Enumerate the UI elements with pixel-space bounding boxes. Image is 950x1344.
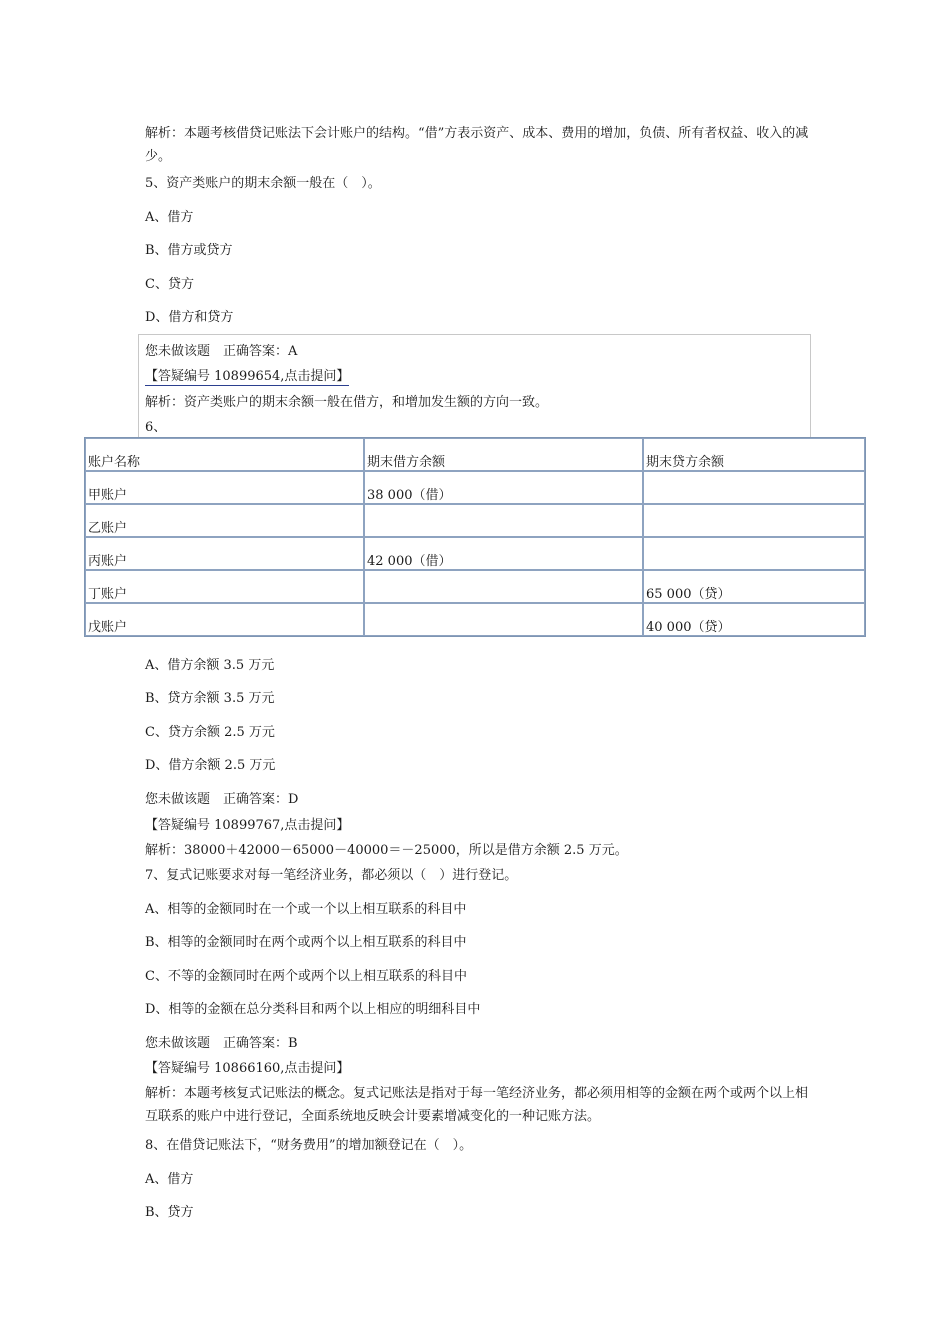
- table-cell: 乙账户: [85, 504, 364, 537]
- table-cell: 42 000（借）: [364, 537, 643, 570]
- q5-ask-link-text[interactable]: 【答疑编号 10899654,点击提问】: [145, 369, 350, 384]
- table-row: [85, 603, 865, 636]
- q5-status: 您未做该题 正确答案：A: [145, 344, 298, 359]
- q7-option-b[interactable]: B、相等的金额同时在两个或两个以上相互联系的科目中: [145, 935, 467, 950]
- q5-option-a[interactable]: A、借方: [145, 210, 194, 225]
- q6-status: 您未做该题 正确答案：D: [145, 792, 299, 807]
- table-cell: 65 000（贷）: [643, 570, 865, 603]
- table-cell: [643, 504, 865, 537]
- q7-analysis: 解析：本题考核复式记账法的概念。复式记账法是指对于每一笔经济业务，都必须用相等的金额在两个或两个以上相互联系的账户中进行登记，全面系统地反映会计要素增减变化的一种记账方法。: [145, 1086, 809, 1124]
- q7-ask-link[interactable]: 【答疑编号 10866160,点击提问】: [145, 1061, 350, 1076]
- q7-question: 7、复式记账要求对每一笔经济业务，都必须以（ ）进行登记。: [145, 868, 518, 883]
- table-cell: 甲账户: [85, 471, 364, 504]
- q7-option-a[interactable]: A、相等的金额同时在一个或一个以上相互联系的科目中: [145, 902, 467, 917]
- q7-option-d[interactable]: D、相等的金额在总分类科目和两个以上相应的明细科目中: [145, 1002, 481, 1017]
- q8-option-b[interactable]: B、贷方: [145, 1205, 194, 1220]
- q5-option-b[interactable]: B、借方或贷方: [145, 243, 233, 258]
- q6-number: 6、: [145, 420, 167, 435]
- table-cell: [364, 570, 643, 603]
- q6-option-c[interactable]: C、贷方余额 2.5 万元: [145, 725, 275, 740]
- q8-option-a[interactable]: A、借方: [145, 1172, 194, 1187]
- table-cell: [364, 504, 643, 537]
- table-row: [85, 471, 865, 504]
- q6-ask-link[interactable]: 【答疑编号 10899767,点击提问】: [145, 818, 350, 833]
- q5-question: 5、资产类账户的期末余额一般在（ ）。: [145, 176, 381, 191]
- table-row: [85, 537, 865, 570]
- table-row: [85, 504, 865, 537]
- table-cell: [643, 537, 865, 570]
- table-cell: 丙账户: [85, 537, 364, 570]
- q6-balance-table: [84, 437, 866, 637]
- q8-question: 8、在借贷记账法下，“财务费用”的增加额登记在（ ）。: [145, 1138, 473, 1153]
- table-cell: 38 000（借）: [364, 471, 643, 504]
- table-cell: 戊账户: [85, 603, 364, 636]
- table-cell: [364, 603, 643, 636]
- table-header-row: [85, 438, 865, 471]
- q5-analysis: 解析：资产类账户的期末余额一般在借方，和增加发生额的方向一致。: [145, 395, 549, 410]
- table-cell: [643, 471, 865, 504]
- q6-option-d[interactable]: D、借方余额 2.5 万元: [145, 758, 276, 773]
- q7-option-c[interactable]: C、不等的金额同时在两个或两个以上相互联系的科目中: [145, 969, 467, 984]
- table-cell: 丁账户: [85, 570, 364, 603]
- q6-option-b[interactable]: B、贷方余额 3.5 万元: [145, 691, 275, 706]
- q5-option-c[interactable]: C、贷方: [145, 277, 194, 292]
- table-header-cell: 期末贷方余额: [643, 438, 865, 471]
- q4-analysis: 解析：本题考核借贷记账法下会计账户的结构。“借”方表示资产、成本、费用的增加，负债、所有者权益、收入的减少。: [145, 126, 809, 164]
- q5-ask-link[interactable]: [145, 365, 349, 388]
- table-row: [85, 570, 865, 603]
- q6-analysis: 解析：38000＋42000－65000－40000＝－25000，所以是借方余额 2.5 万元。: [145, 843, 628, 858]
- q6-option-a[interactable]: A、借方余额 3.5 万元: [145, 658, 275, 673]
- q5-option-d[interactable]: D、借方和贷方: [145, 310, 234, 325]
- q7-status: 您未做该题 正确答案：B: [145, 1036, 298, 1051]
- table-header-cell: 期末借方余额: [364, 438, 643, 471]
- table-cell: 40 000（贷）: [643, 603, 865, 636]
- table-header-cell: 账户名称: [85, 438, 364, 471]
